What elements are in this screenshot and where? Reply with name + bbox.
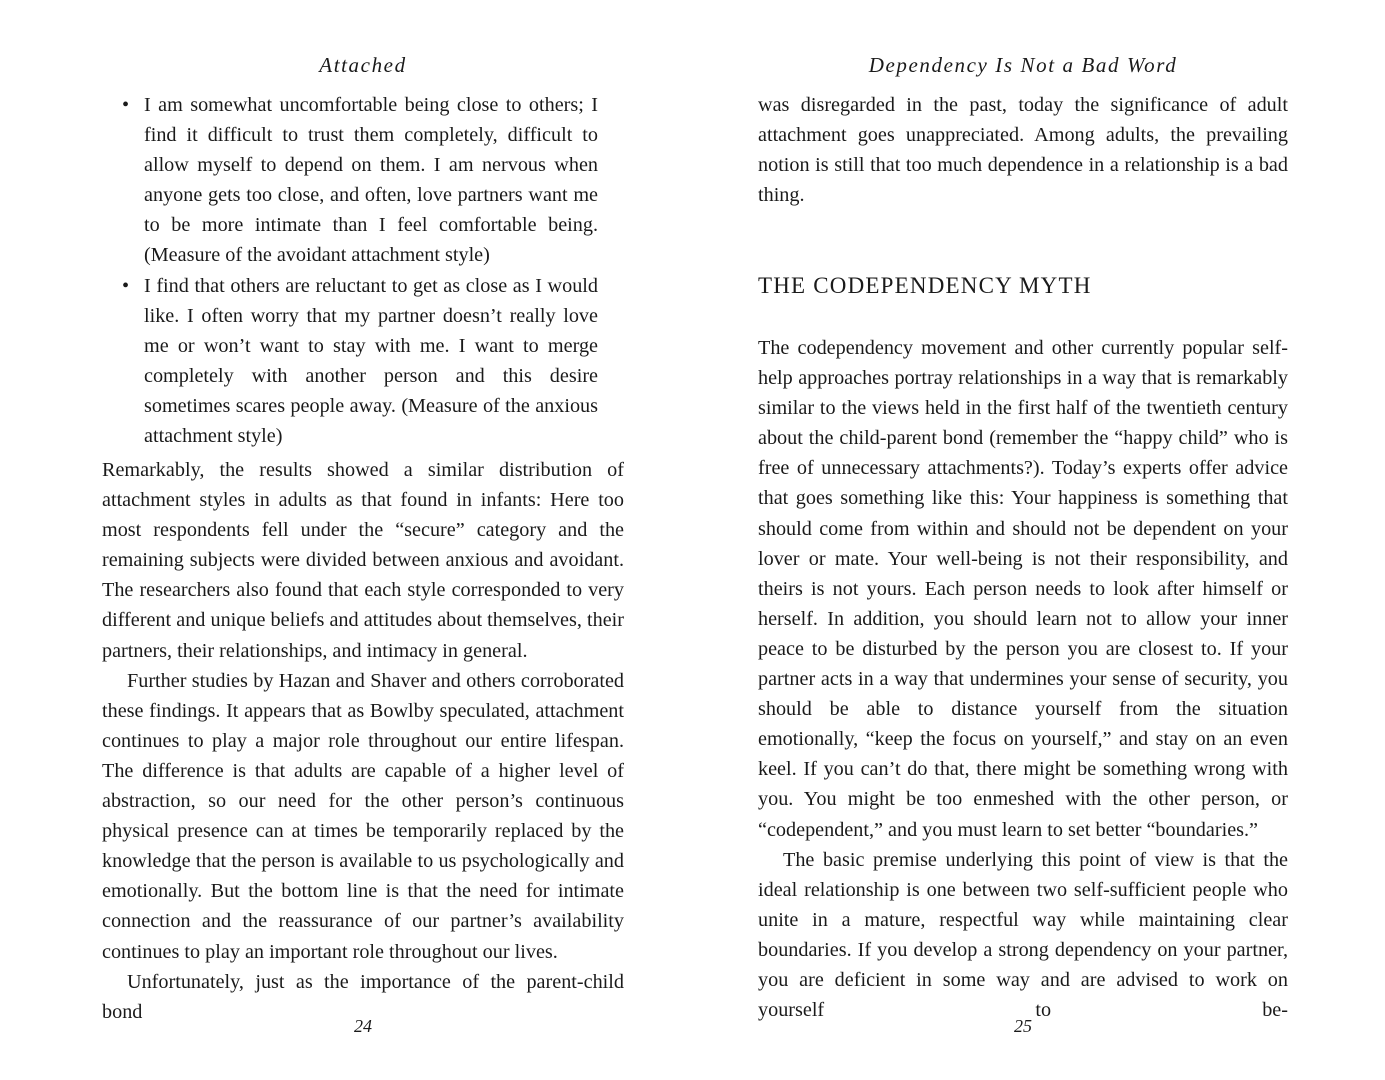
bullet-icon: • <box>122 94 130 116</box>
body-text <box>102 455 624 1027</box>
paragraph: The codependency movement and other currently popular self-help approaches portray relationships in a way that is remarkably similar to the views held in the first half of the twentieth century about the child-parent bond (remember the “happy child” who is free of unnecessary attachments?). Today’s experts offer advice that goes something like this: Your happiness is something that should come from within and should not be dependent on your lover or mate. Your well-being is not their responsibility, and theirs is not yours. Each person needs to look after himself or herself. In addition, you should learn not to allow your inner peace to be disturbed by the person you are closest to. If your partner acts in a way that undermines your sense of security, you should be able to distance yourself from the situation emotionally, “keep the focus on yourself,” and stay on an even keel. If you can’t do that, there might be something wrong with you. You might be too enmeshed with the other person, or “codependent,” and you must learn to set better “boundaries.” <box>758 337 1288 841</box>
paragraph-continuation: was disregarded in the past, today the significance of adult attachment goes unappreciated. Among adults, the prevailing notion is still that too much dependence in a relationship is a bad thing. <box>758 94 1288 207</box>
paragraph: Unfortunately, just as the importance of the parent-child bond <box>102 970 624 1023</box>
left-page <box>0 0 692 1080</box>
bullet-item <box>102 90 598 271</box>
body-text <box>758 333 1288 1025</box>
paragraph: Further studies by Hazan and Shaver and others corroborated these findings. It appears that as Bowlby speculated, attachment continues to play a major role throughout our entire lifespan. The difference is that adults are capable of a higher level of abstraction, so our need for the other person’s continuous physical presence can at times be temporarily replaced by the knowledge that the person is available to us psychologically and emotionally. But the bottom line is that the need for intimate connection and the reassurance of our partner’s availability continues to play an important role throughout our lives. <box>102 669 624 963</box>
paragraph: Remarkably, the results showed a similar distribution of attachment styles in adults as that found in infants: Here too most respondents fell under the “secure” category and the remaining subjects were divided between anxious and avoidant. The researchers also found that each style corresponded to very different and unique beliefs and attitudes about themselves, their partners, their relationships, and intimacy in general. <box>102 459 624 662</box>
bullet-icon: • <box>122 274 130 297</box>
bullet-text: I find that others are reluctant to get as close as I would like. I often worry that my partner doesn’t really love me or won’t want to stay with me. I want to merge completely with another person and this desire sometimes scares people away. (Measure of the anxious attachment style) <box>144 274 598 448</box>
section-heading: THE CODEPENDENCY MYTH <box>758 273 1092 298</box>
bullet-item <box>102 271 598 452</box>
page-number: 24 <box>354 1016 372 1036</box>
bullet-list <box>102 90 598 451</box>
body-text <box>758 90 1288 210</box>
paragraph: The basic premise underlying this point of view is that the ideal relationship is one between two self-sufficient people who unite in a mature, respectful way while maintaining clear boundaries. If you develop a strong dependency on your partner, you are deficient in some way and are advised to work on yourself to be- <box>758 848 1288 1022</box>
bullet-text: I am somewhat uncomfortable being close to others; I find it difficult to trust them completely, difficult to allow myself to depend on them. I am nervous when anyone gets too close, and often, love partners want me to be more intimate than I feel comfortable being. (Measure of the avoidant attachment style) <box>144 94 598 267</box>
page-number: 25 <box>1014 1016 1032 1036</box>
running-head: Dependency Is Not a Bad Word <box>868 53 1178 77</box>
right-page <box>692 0 1385 1080</box>
running-head: Attached <box>319 53 407 77</box>
